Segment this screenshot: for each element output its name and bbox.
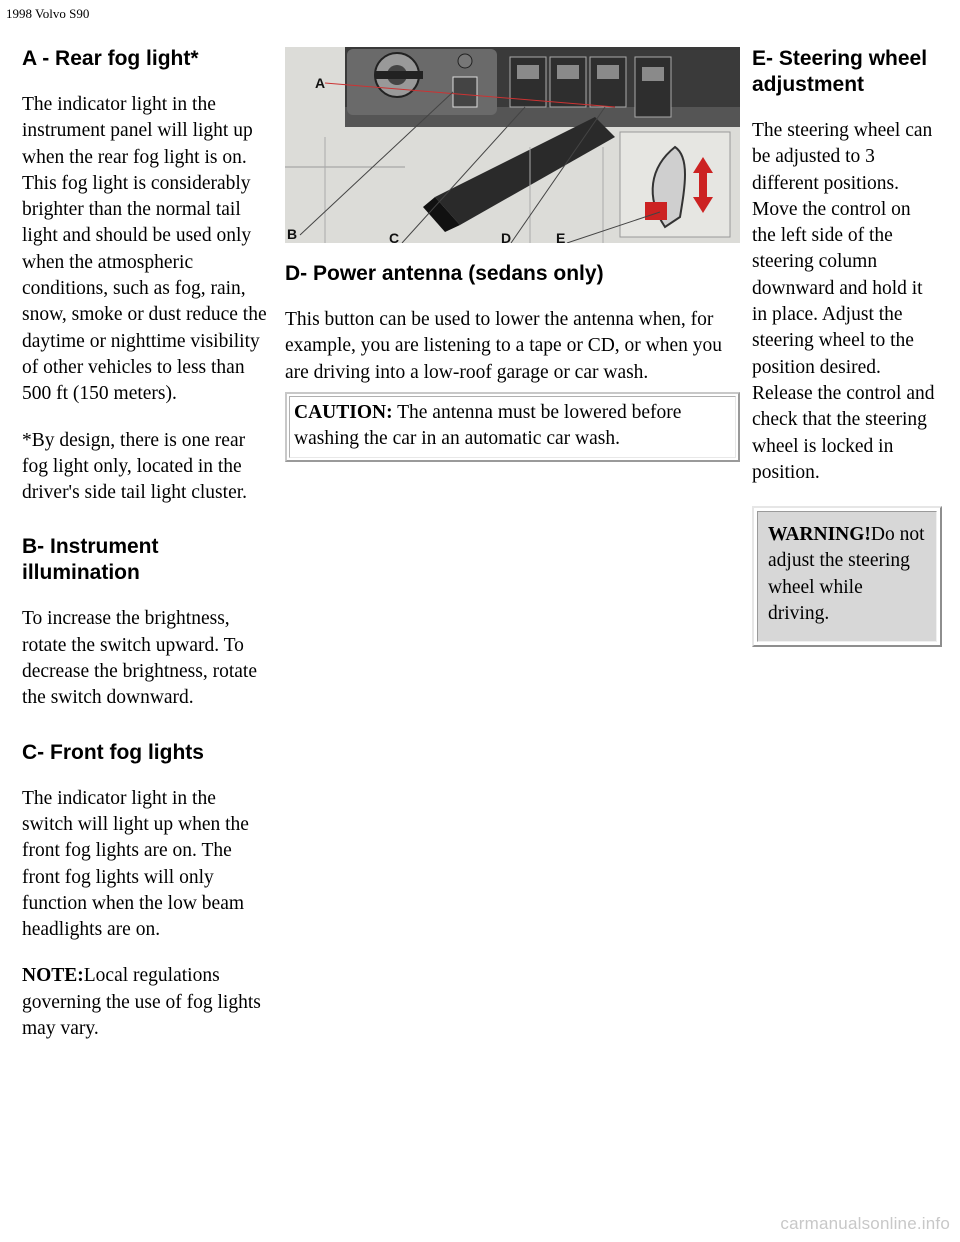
- figure-label-d: D: [501, 230, 512, 243]
- warning-content: [757, 511, 937, 642]
- heading-steering-wheel-adjustment: E- Steering wheel adjustment: [752, 47, 928, 96]
- heading-instrument-illumination: B- Instrument illumination: [22, 535, 159, 585]
- heading-rear-fog-light: A - Rear fog light*: [22, 47, 199, 70]
- heading-power-antenna: D- Power antenna (sedans only): [285, 262, 604, 285]
- caution-content: [289, 396, 736, 459]
- heading-front-fog-lights: C- Front fog lights: [22, 740, 204, 764]
- note-paragraph: [22, 963, 268, 1042]
- caution-label: CAUTION:: [294, 401, 393, 423]
- warning-box: [752, 506, 942, 647]
- middle-column: [285, 40, 740, 462]
- caution-box: [285, 392, 740, 463]
- dashboard-switches-illustration: [285, 47, 740, 243]
- warning-label: WARNING!: [768, 524, 871, 546]
- page-header-title: 1998 Volvo S90: [6, 6, 90, 21]
- front-fog-lights-description: The indicator light in the switch will light up when the front fog lights are on. The front fog lights will only function when the low beam headlights are on.: [22, 787, 249, 941]
- rear-fog-light-description: The indicator light in the instrument panel will light up when the rear fog light is on. This fog light is considerably brighter than the normal tail light and should be used only when the atmospheric conditions, such as fog, rain, snow, smoke or dust reduce the daytime or nighttime visibility of other vehicles to less than 500 ft (150 meters).: [22, 94, 267, 405]
- figure-label-b: B: [287, 226, 298, 242]
- note-text: Local regulations governing the use of fog lights may vary.: [22, 965, 261, 1040]
- dashboard-diagram: [285, 47, 740, 243]
- figure-label-e: E: [556, 230, 566, 243]
- caution-text: The antenna must be lowered before washing the car in an automatic car wash.: [294, 401, 682, 450]
- warning-text: Do not adjust the steering wheel while driving.: [768, 524, 925, 625]
- power-antenna-description: This button can be used to lower the antenna when, for example, you are listening to a tape or CD, or when you are driving into a low-roof garage or car wash.: [285, 309, 723, 383]
- right-column: [752, 40, 938, 647]
- left-column: [22, 40, 268, 1062]
- note-label: NOTE:: [22, 965, 84, 987]
- rear-fog-light-footnote: *By design, there is one rear fog light only, located in the driver's side tail light cluster.: [22, 429, 248, 504]
- figure-label-a: A: [315, 75, 326, 91]
- steering-wheel-adjustment-description: The steering wheel can be adjusted to 3 different positions. Move the control on the left side of the steering column downward and hold it in place. Adjust the steering wheel to the position desired. Release the control and check that the steering wheel is locked in position.: [752, 120, 935, 483]
- instrument-illumination-description: To increase the brightness, rotate the switch upward. To decrease the brightness, rotate the switch downward.: [22, 608, 257, 709]
- watermark: carmanualsonline.info: [780, 1214, 950, 1233]
- figure-label-c: C: [389, 230, 400, 243]
